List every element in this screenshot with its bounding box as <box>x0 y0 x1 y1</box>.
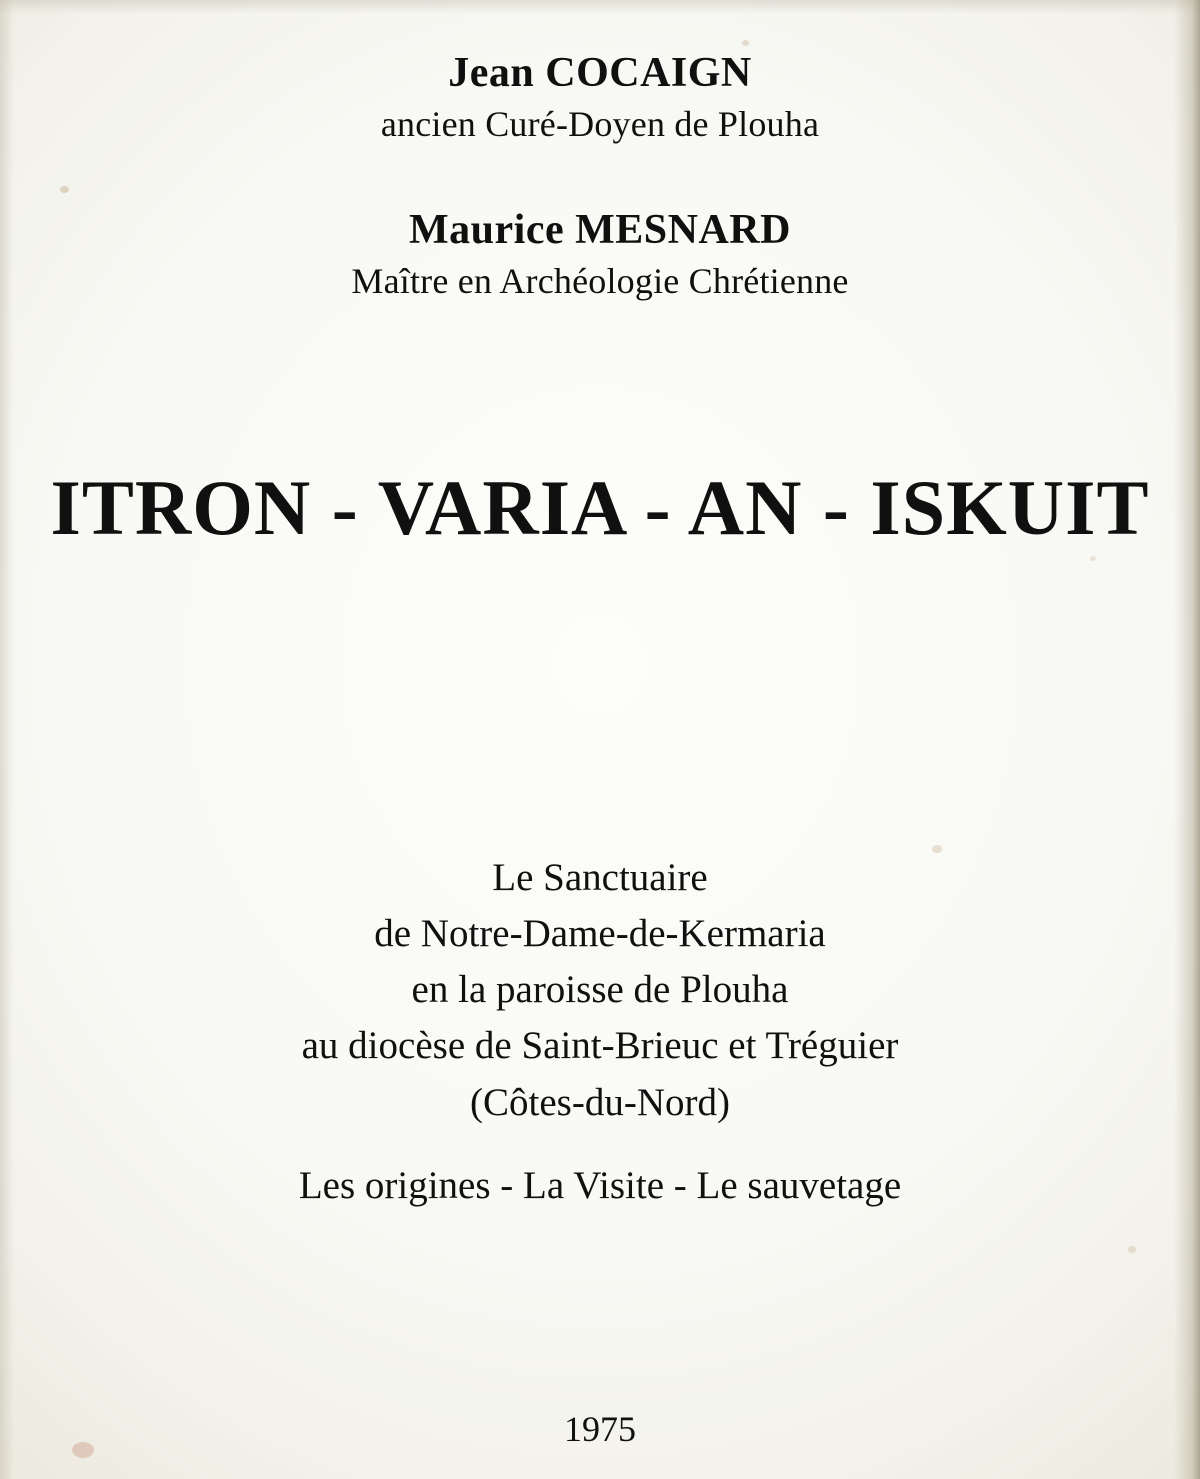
tagline: Les origines - La Visite - Le sauvetage <box>298 1164 902 1207</box>
author-block-primary <box>0 50 1200 146</box>
author-name-2: Maurice MESNARD <box>409 207 791 253</box>
subtitle-line-2: de Notre-Dame-de-Kermaria <box>374 912 826 956</box>
publication-year: 1975 <box>564 1409 636 1449</box>
author-block-secondary <box>0 207 1200 303</box>
subtitle-line-4: au diocèse de Saint-Brieuc et Tréguier <box>301 1024 899 1068</box>
author-name-1: Jean COCAIGN <box>448 50 752 96</box>
page-title: ITRON - VARIA - AN - ISKUIT <box>50 464 1150 551</box>
subtitle-line-3: en la paroisse de Plouha <box>411 968 789 1012</box>
author-role-1: ancien Curé-Doyen de Plouha <box>380 104 820 145</box>
subtitle-line-5: (Côtes-du-Nord) <box>470 1080 730 1124</box>
subtitle-block <box>0 850 1200 1131</box>
subtitle-line-1: Le Sanctuaire <box>492 856 708 899</box>
author-role-2: Maître en Archéologie Chrétienne <box>351 261 849 302</box>
